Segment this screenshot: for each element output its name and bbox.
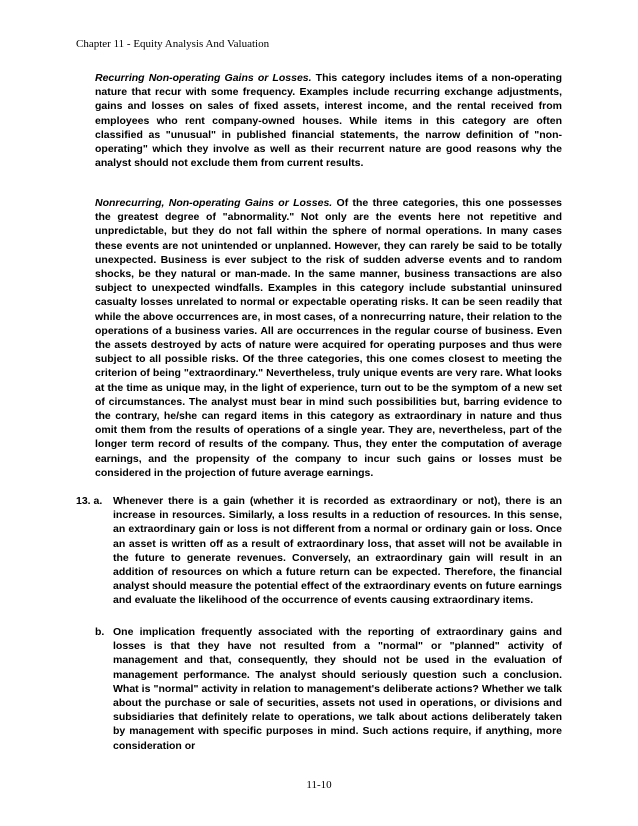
item-marker-b: b.: [95, 626, 105, 638]
paragraph-text: This category includes items of a non-operating nature that recur with some frequency. Examples include recurring exchange adjustments, gains and losses on sales of fixed assets, interest income, and the rental received from employees who rent company-owned houses. While items in this category are often classified as "unusual" in published financial statements, the narrow definition of "non-operating" which they involve as well as their recurrent nature are good reasons why the analyst should not exclude them from current results.: [95, 72, 562, 170]
paragraph-recurring-non-operating: [95, 71, 562, 170]
paragraph-text: Of the three categories, this one possesses the greatest degree of "abnormality." Not only are the events here not repetitive and unpredictable, but they do not fall within the sphere of normal operations. In many cases these events are not unintended or unplanned. However, they can rarely be said to be totally unexpected. Business is ever subject to the risk of sudden adverse events and to random shocks, be they natural or man-made. In the same manner, business transactions are also subject to unexpected windfalls. Examples in this category include substantial uninsured casualty losses unrelated to normal or expectable operating risks. It can be seen readily that while the above occurrences are, in most cases, of a nonrecurring nature, their relation to the operations of a business varies. All are occurrences in the regular course of business. Even the assets destroyed by acts of nature were acquired for operating purposes and thus were subject to all possible risks. Of the three categories, this one comes closest to meeting the criterion of being "extraordinary." Nevertheless, truly unique events are very rare. What looks at the time as unique may, in the light of experience, turn out to be the symptom of a new set of circumstances. The analyst must bear in mind such possibilities but, barring evidence to the contrary, he/she can regard items in this category as extraordinary in nature and thus omit them from the results of operations of a single year. They are, nevertheless, part of the longer term record of results of the company. Thus, they enter the computation of average earnings, and the propensity of the company to incur such gains or losses must be considered in the projection of future average earnings.: [95, 197, 562, 479]
chapter-header: Chapter 11 - Equity Analysis And Valuation: [76, 38, 270, 50]
paragraph-lead-in: Nonrecurring, Non-operating Gains or Losses.: [95, 197, 333, 209]
list-item-b: One implication frequently associated with the reporting of extraordinary gains and losses is that they have not resulted from a "normal" or "planned" activity of management and that, consequently, they should not be used in the evaluation of management performance. The analyst should seriously question such a conclusion. What is "normal" activity in relation to management's deliberate actions? Whether we talk about the purchase or sale of securities, assets not used in operations, or divisions and subsidiaries that definitely relate to operations, we talk about actions deliberately taken by management with specific purposes in mind. Such actions require, if anything, more consideration or: [113, 626, 562, 752]
page-number: 11-10: [306, 779, 332, 791]
paragraph-nonrecurring-non-operating: [95, 196, 562, 480]
paragraph-lead-in: Recurring Non-operating Gains or Losses.: [95, 72, 312, 84]
item-marker-13a: 13. a.: [76, 495, 103, 507]
list-item-13a: Whenever there is a gain (whether it is recorded as extraordinary or not), there is an increase in resources. Similarly, a loss results in a reduction of resources. In this sense, an extraordinary gain or loss is not different from a normal or ordinary gain or loss. Once an asset is written off as a result of extraordinary loss, that asset will not be available in the future to generate revenues. Conversely, an extraordinary gain will result in an addition of resources on which a future return can be expected. Therefore, the financial analyst should measure the potential effect of the extraordinary events on future earnings and evaluate the likelihood of the occurrence of events causing extraordinary items.: [113, 495, 562, 607]
